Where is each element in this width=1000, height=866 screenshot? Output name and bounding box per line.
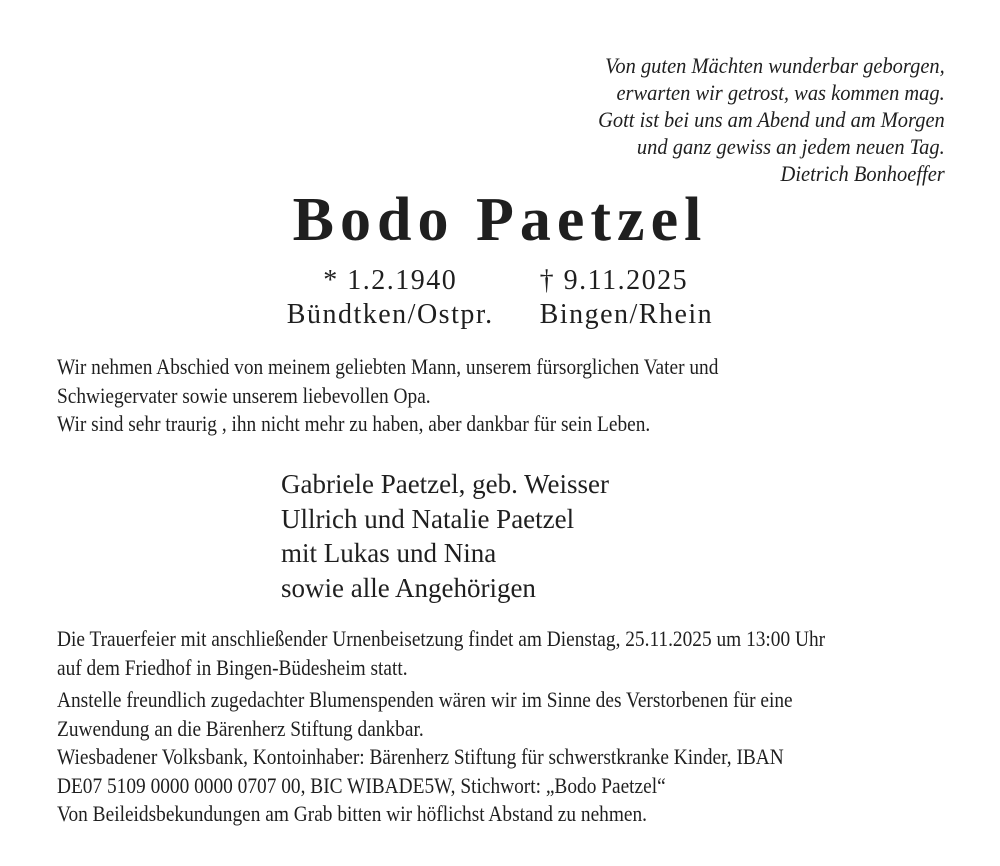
life-dates	[0, 264, 1000, 332]
donation-line: DE07 5109 0000 0000 0707 00, BIC WIBADE5W, Stichwort: „Bodo Paetzel“	[57, 772, 666, 798]
mourners-list	[281, 467, 609, 605]
funeral-line: Die Trauerfeier mit anschließender Urnenbeisetzung findet am Dienstag, 25.11.2025 um 13:00 Uhr	[57, 626, 826, 651]
quote-line: erwarten wir getrost, was kommen mag.	[616, 80, 945, 105]
quote-line: und ganz gewiss an jedem neuen Tag.	[637, 134, 945, 159]
birth-place: Bündtken/Ostpr.	[286, 299, 494, 330]
donation-line: Zuwendung an die Bärenherz Stiftung dankbar.	[57, 715, 424, 741]
mourner-line: Gabriele Paetzel, geb. Weisser	[281, 469, 609, 499]
donation-line: Von Beileidsbekundungen am Grab bitten wir höflichst Abstand zu nehmen.	[57, 801, 648, 826]
obituary-line: Wir nehmen Abschied von meinem geliebten Mann, unserem fürsorglichen Vater und	[57, 354, 719, 379]
quote-attribution: Dietrich Bonhoeffer	[780, 161, 945, 186]
funeral-info	[57, 625, 825, 682]
quote-line: Von guten Mächten wunderbar geborgen,	[605, 53, 945, 78]
birth-date: * 1.2.1940	[323, 265, 458, 296]
obituary-line: Wir sind sehr traurig , ihn nicht mehr zu haben, aber dankbar für sein Leben.	[57, 411, 651, 436]
epigraph-quote	[598, 52, 945, 187]
funeral-line: auf dem Friedhof in Bingen-Büdesheim statt.	[57, 654, 408, 680]
mourner-line: mit Lukas und Nina	[281, 538, 497, 568]
deceased-name: Bodo Paetzel	[292, 186, 708, 254]
birth-block	[287, 264, 494, 332]
death-date: † 9.11.2025	[539, 265, 689, 296]
mourner-line: Ullrich und Natalie Paetzel	[281, 503, 575, 534]
mourner-line: sowie alle Angehörigen	[281, 572, 536, 603]
obituary-line: Schwiegervater sowie unserem liebevollen Opa.	[57, 382, 431, 408]
quote-line: Gott ist bei uns am Abend und am Morgen	[598, 107, 945, 132]
donation-line: Wiesbadener Volksbank, Kontoinhaber: Bärenherz Stiftung für schwerstkranke Kinder, IBAN	[57, 744, 784, 769]
obituary-text	[57, 353, 718, 439]
donation-line: Anstelle freundlich zugedachter Blumenspenden wären wir im Sinne des Verstorbenen für eine	[57, 687, 793, 712]
donation-info	[57, 686, 793, 829]
death-place: Bingen/Rhein	[539, 299, 714, 330]
death-block	[540, 264, 714, 332]
quote-lines	[598, 52, 945, 160]
